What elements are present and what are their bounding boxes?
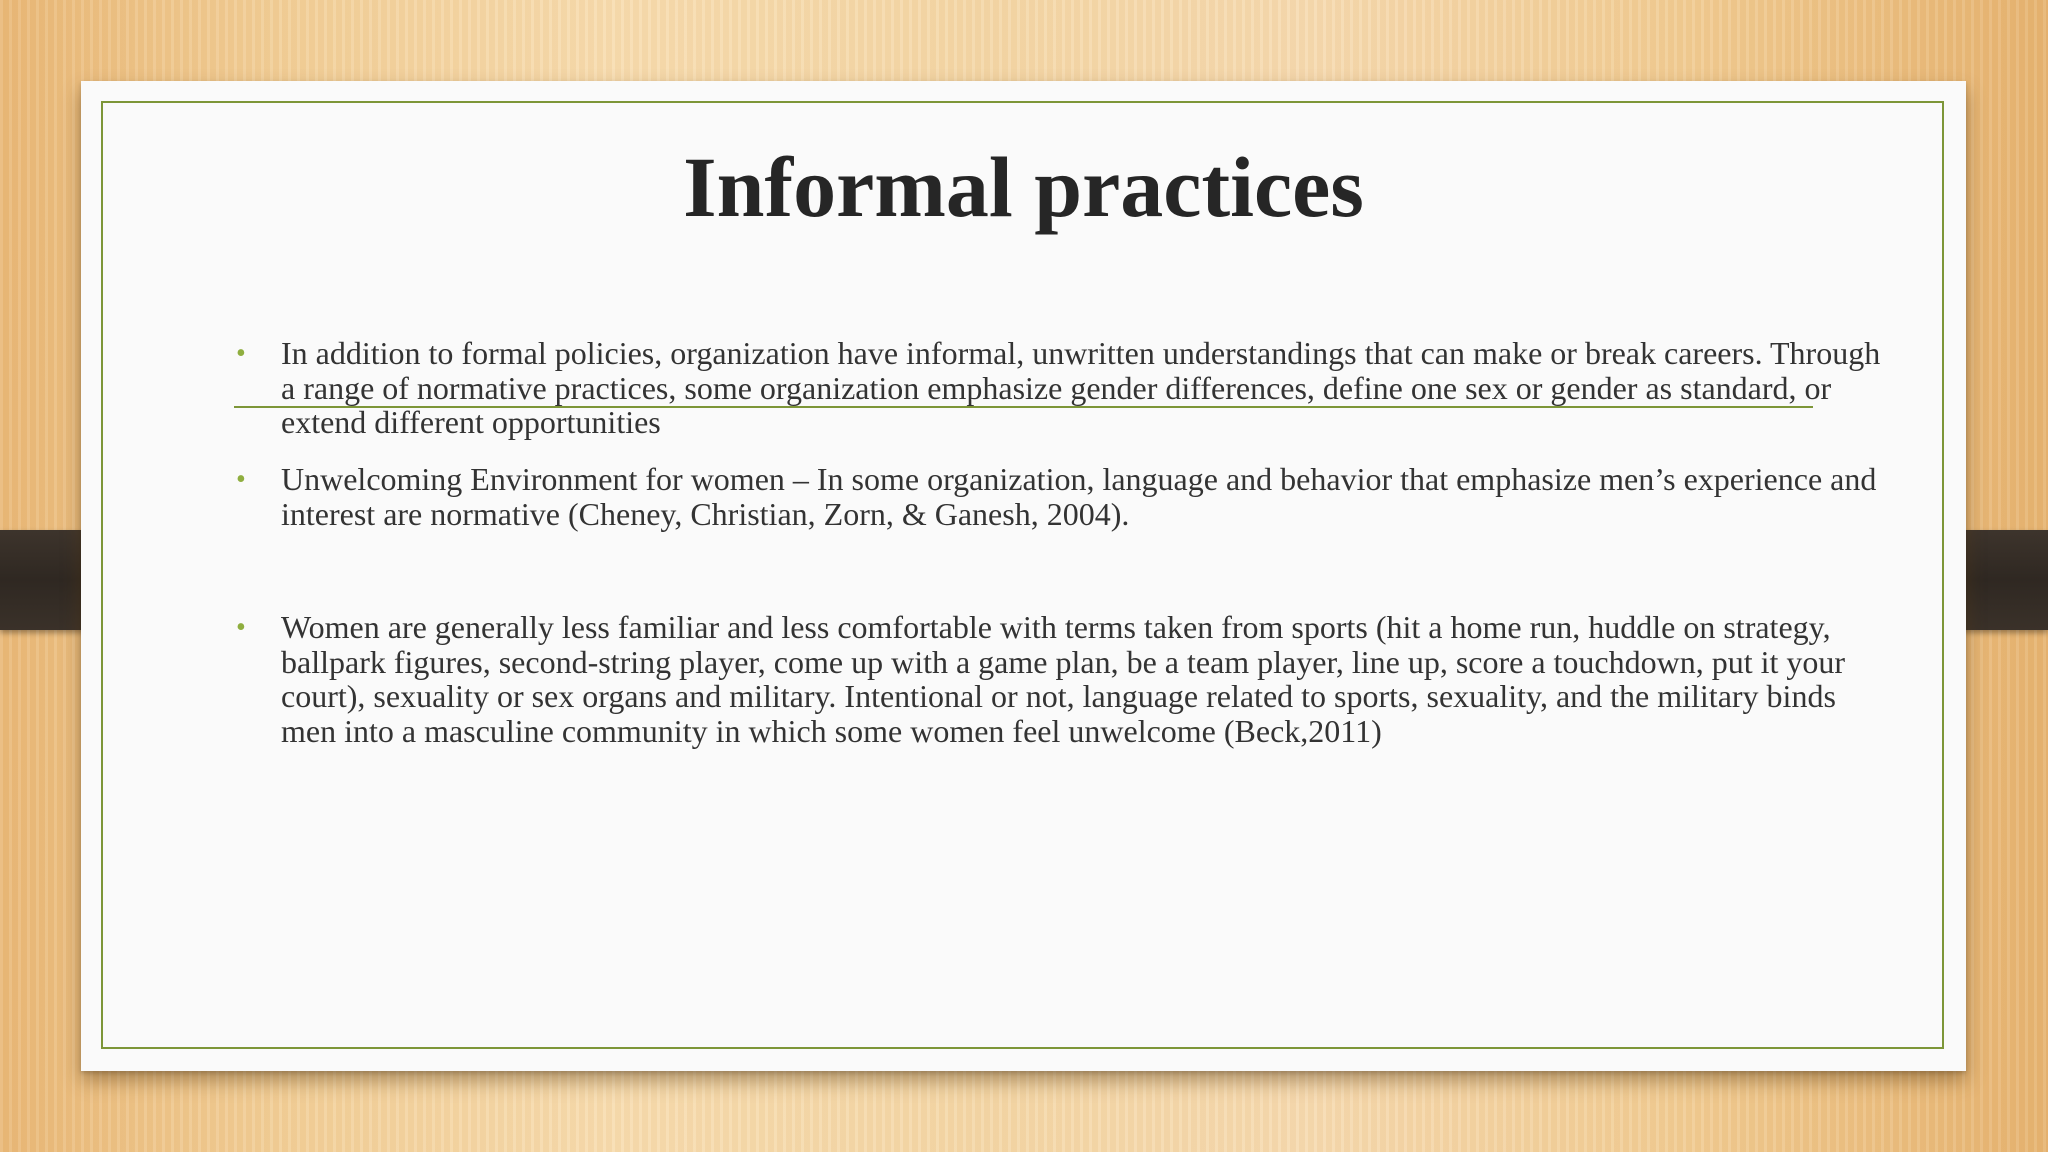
bullet-text: In addition to formal policies, organization have informal, unwritten understandings that can make or break careers. Through a range of normative practices, some organization emphasize gender differences, define one sex or gender as standard, or extend different opportunities [281, 335, 1881, 440]
bullet-dot-icon: • [236, 464, 246, 495]
bullet-text: Women are generally less familiar and less comfortable with terms taken from sports (hit a home run, huddle on strategy, ballpark figures, second-string player, come up with a game plan, be a team player, line up, score a touchdown, put it your court), sexuality or sex organs and military. Intentional or not, language related to sports, sexuality, and the military binds men into a masculine community in which some women feel unwelcome (Beck,2011) [281, 609, 1846, 749]
slide-paper [81, 81, 1966, 1071]
bullet-item [236, 335, 1901, 440]
bullet-item [236, 609, 1901, 749]
bullet-dot-icon: • [236, 338, 246, 369]
bullet-item [236, 461, 1901, 532]
bullet-dot-icon: • [236, 612, 246, 643]
slide-border-frame [101, 101, 1944, 1049]
bullet-text: Unwelcoming Environment for women – In some organization, language and behavior that emphasize men’s experience and interest are normative (Cheney, Christian, Zorn, & Ganesh, 2004). [281, 461, 1877, 532]
slide-title: Informal practices [683, 139, 1364, 235]
